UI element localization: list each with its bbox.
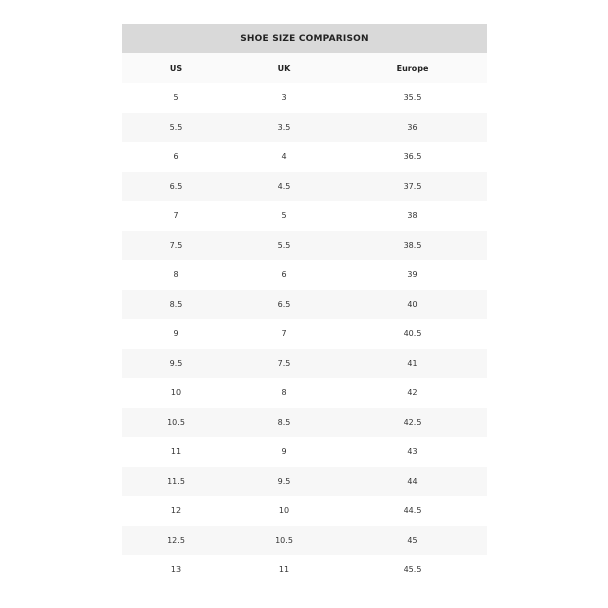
table-row xyxy=(122,201,487,231)
cell-us: 10.5 xyxy=(122,408,230,438)
table-row xyxy=(122,319,487,349)
cell-us: 13 xyxy=(122,555,230,585)
cell-uk: 10.5 xyxy=(230,526,338,556)
table-row xyxy=(122,526,487,556)
cell-uk: 11 xyxy=(230,555,338,585)
cell-europe: 42.5 xyxy=(338,408,487,438)
size-table xyxy=(122,53,487,585)
cell-uk: 5.5 xyxy=(230,231,338,261)
cell-us: 8.5 xyxy=(122,290,230,320)
column-header-uk: UK xyxy=(230,53,338,83)
table-row xyxy=(122,172,487,202)
cell-uk: 5 xyxy=(230,201,338,231)
table-row xyxy=(122,467,487,497)
table-row xyxy=(122,83,487,113)
cell-uk: 7.5 xyxy=(230,349,338,379)
table-row xyxy=(122,378,487,408)
cell-uk: 10 xyxy=(230,496,338,526)
table-row xyxy=(122,290,487,320)
table-row xyxy=(122,260,487,290)
cell-europe: 43 xyxy=(338,437,487,467)
cell-uk: 6.5 xyxy=(230,290,338,320)
column-header-europe: Europe xyxy=(338,53,487,83)
cell-europe: 36 xyxy=(338,113,487,143)
cell-us: 11 xyxy=(122,437,230,467)
cell-us: 9 xyxy=(122,319,230,349)
column-header-us: US xyxy=(122,53,230,83)
cell-europe: 42 xyxy=(338,378,487,408)
cell-europe: 38.5 xyxy=(338,231,487,261)
cell-us: 5.5 xyxy=(122,113,230,143)
cell-us: 7 xyxy=(122,201,230,231)
cell-us: 11.5 xyxy=(122,467,230,497)
table-row xyxy=(122,142,487,172)
table-row xyxy=(122,437,487,467)
table-row xyxy=(122,349,487,379)
cell-uk: 9 xyxy=(230,437,338,467)
cell-uk: 3.5 xyxy=(230,113,338,143)
table-row xyxy=(122,113,487,143)
cell-us: 9.5 xyxy=(122,349,230,379)
cell-europe: 45 xyxy=(338,526,487,556)
cell-us: 6 xyxy=(122,142,230,172)
table-title: SHOE SIZE COMPARISON xyxy=(122,24,487,53)
cell-us: 7.5 xyxy=(122,231,230,261)
cell-europe: 37.5 xyxy=(338,172,487,202)
cell-us: 6.5 xyxy=(122,172,230,202)
cell-europe: 45.5 xyxy=(338,555,487,585)
cell-uk: 6 xyxy=(230,260,338,290)
table-row xyxy=(122,555,487,585)
table-row xyxy=(122,496,487,526)
cell-us: 12 xyxy=(122,496,230,526)
cell-uk: 3 xyxy=(230,83,338,113)
cell-us: 12.5 xyxy=(122,526,230,556)
size-chart xyxy=(122,24,487,585)
table-row xyxy=(122,408,487,438)
cell-europe: 44.5 xyxy=(338,496,487,526)
cell-uk: 7 xyxy=(230,319,338,349)
cell-us: 8 xyxy=(122,260,230,290)
cell-europe: 38 xyxy=(338,201,487,231)
cell-us: 10 xyxy=(122,378,230,408)
cell-uk: 4 xyxy=(230,142,338,172)
header-row xyxy=(122,53,487,83)
cell-europe: 44 xyxy=(338,467,487,497)
cell-uk: 8.5 xyxy=(230,408,338,438)
table-row xyxy=(122,231,487,261)
cell-uk: 8 xyxy=(230,378,338,408)
cell-europe: 35.5 xyxy=(338,83,487,113)
cell-europe: 36.5 xyxy=(338,142,487,172)
cell-uk: 4.5 xyxy=(230,172,338,202)
cell-uk: 9.5 xyxy=(230,467,338,497)
cell-europe: 40 xyxy=(338,290,487,320)
cell-europe: 41 xyxy=(338,349,487,379)
cell-us: 5 xyxy=(122,83,230,113)
table-body xyxy=(122,83,487,585)
cell-europe: 39 xyxy=(338,260,487,290)
cell-europe: 40.5 xyxy=(338,319,487,349)
